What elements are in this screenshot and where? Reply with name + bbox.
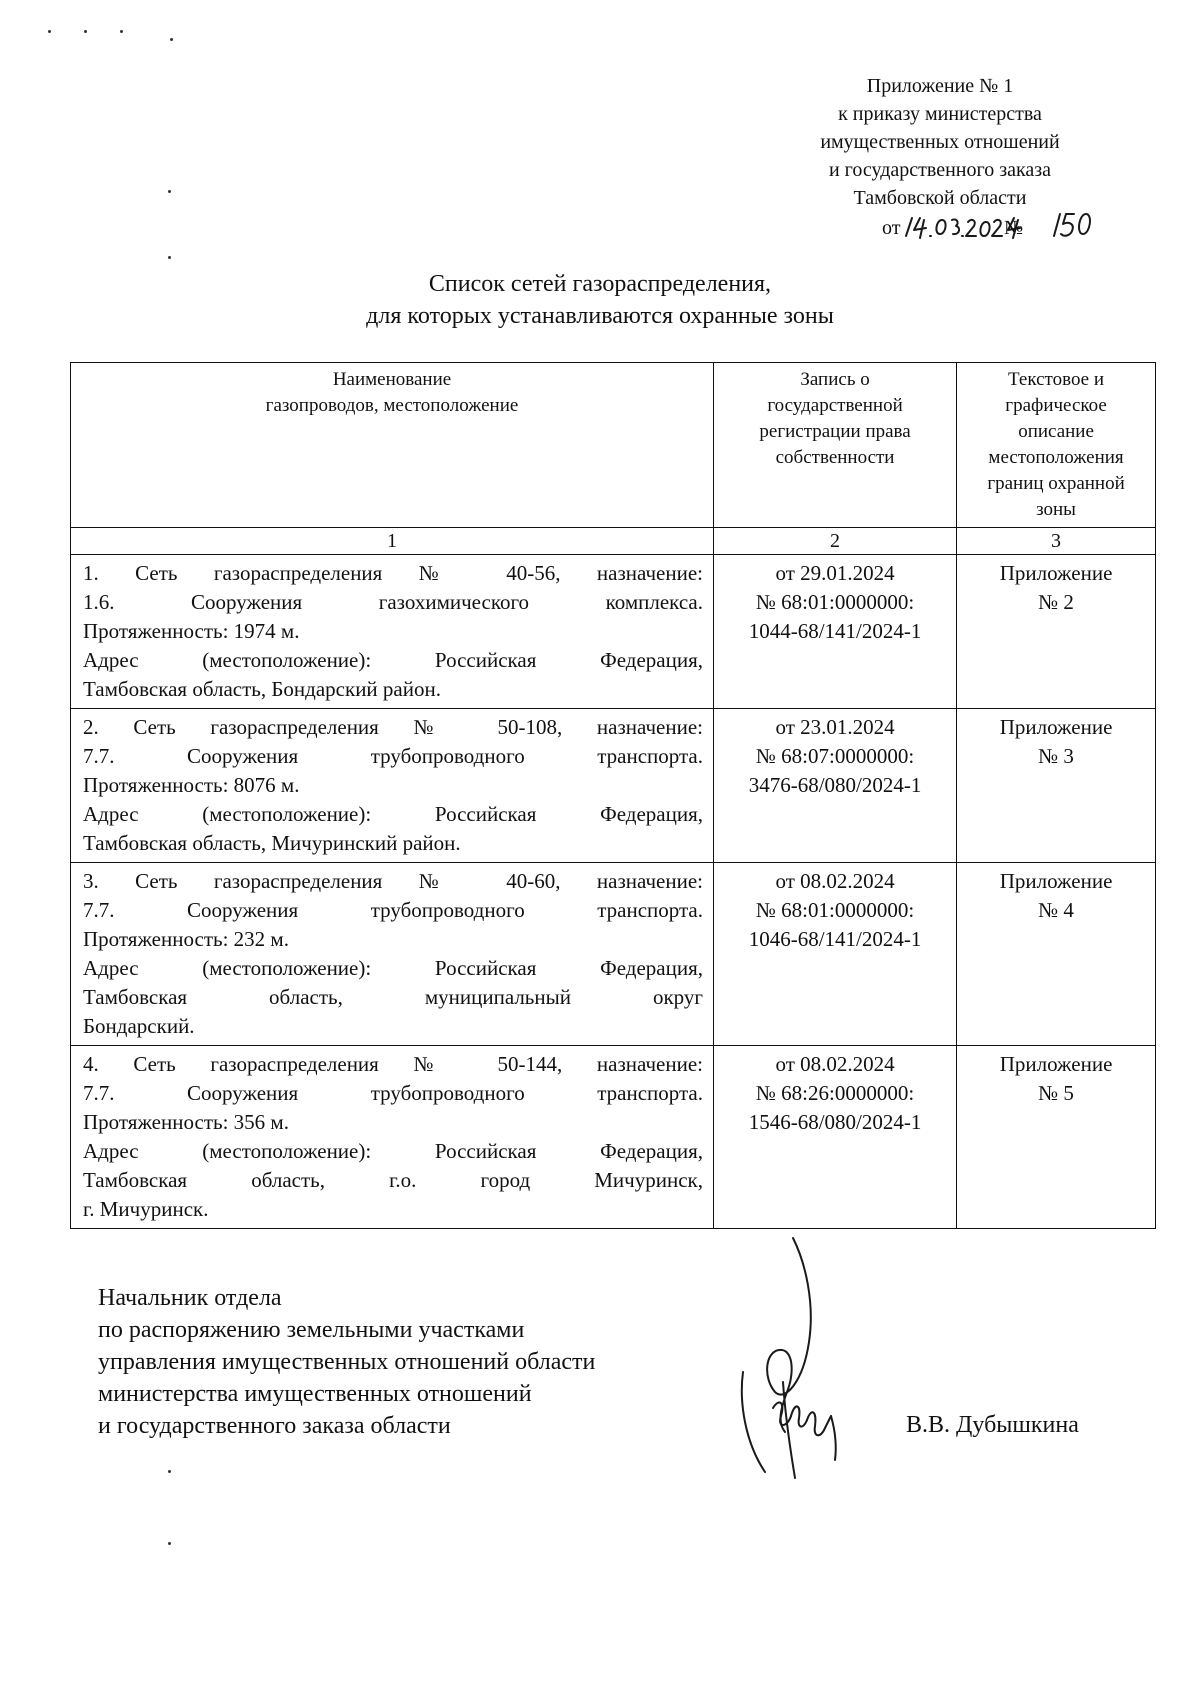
table-row [71,555,1156,709]
registration-record: от 29.01.2024 № 68:01:0000000: 1044-68/141/2024-1 [714,555,957,709]
number-prefix: № [1004,217,1024,239]
appendix-line: и государственного заказа [828,159,1052,181]
table-header-row [71,363,1156,528]
network-description: 3. Сеть газораспределения № 40-60, назначение: 7.7. Сооружения трубопроводного транспорта. Протяженность: 232 м. Адрес (местоположение): Российская Федерация, Тамбовская область, муниципальный округ Бондарский. [71,863,714,1046]
appendix-header [760,72,1120,212]
appendix-reference: Приложение № 2 [957,555,1156,709]
column-number-row [71,528,1156,555]
position-line: и государственного заказа области [98,1413,451,1439]
position-line: Начальник отдела [98,1285,282,1311]
scan-speck [168,1470,171,1473]
network-description: 4. Сеть газораспределения № 50-144, назначение: 7.7. Сооружения трубопроводного транспорта. Протяженность: 356 м. Адрес (местоположение): Российская Федерация, Тамбовская область, г.о. город Мичуринск, г. Мичуринск. [71,1046,714,1229]
handwritten-signature [735,1232,855,1492]
scan-speck [120,30,123,33]
order-date-number [860,206,1100,242]
appendix-line: имущественных отношений [820,131,1060,153]
appendix-reference: Приложение № 4 [957,863,1156,1046]
scan-speck [168,1542,171,1545]
position-line: министерства имущественных отношений [98,1381,532,1407]
registration-record: от 08.02.2024 № 68:01:0000000: 1046-68/141/2024-1 [714,863,957,1046]
column-number: 3 [957,528,1156,555]
table-row [71,709,1156,863]
signer-name: В.В. Дубышкина [906,1412,1079,1438]
column-number: 2 [714,528,957,555]
network-description: 2. Сеть газораспределения № 50-108, назначение: 7.7. Сооружения трубопроводного транспорта. Протяженность: 8076 м. Адрес (местоположение): Российская Федерация, Тамбовская область, Мичуринский район. [71,709,714,863]
network-description: 1. Сеть газораспределения № 40-56, назначение: 1.6. Сооружения газохимического комплекса. Протяженность: 1974 м. Адрес (местоположение): Российская Федерация, Тамбовская область, Бондарский район. [71,555,714,709]
column-number: 1 [71,528,714,555]
scan-speck [48,30,51,33]
appendix-line: Приложение № 1 [866,75,1014,97]
scan-speck [84,30,87,33]
header-registration: Запись о государственной регистрации права собственности [714,363,957,528]
scan-speck [168,256,171,259]
document-title [0,268,1200,332]
appendix-line: Тамбовской области [853,187,1027,209]
header-name-location: Наименование газопроводов, местоположение [71,363,714,528]
appendix-reference: Приложение № 5 [957,1046,1156,1229]
table-row [71,863,1156,1046]
position-line: управления имущественных отношений области [98,1349,596,1375]
appendix-line: к приказу министерства [838,103,1042,125]
table-row [71,1046,1156,1229]
scan-speck [170,38,173,41]
scan-speck [168,190,171,193]
title-line-2: для которых устанавливаются охранные зоны [366,303,834,329]
title-line-1: Список сетей газораспределения, [428,271,772,297]
appendix-reference: Приложение № 3 [957,709,1156,863]
gas-networks-table [70,362,1156,1229]
registration-record: от 23.01.2024 № 68:07:0000000: 3476-68/080/2024-1 [714,709,957,863]
header-description: Текстовое и графическое описание местоположения границ охранной зоны [957,363,1156,528]
handwritten-date-number [860,206,1100,242]
signatory-position [98,1282,718,1442]
date-prefix: от [882,217,901,239]
position-line: по распоряжению земельными участками [98,1317,525,1343]
registration-record: от 08.02.2024 № 68:26:0000000: 1546-68/080/2024-1 [714,1046,957,1229]
